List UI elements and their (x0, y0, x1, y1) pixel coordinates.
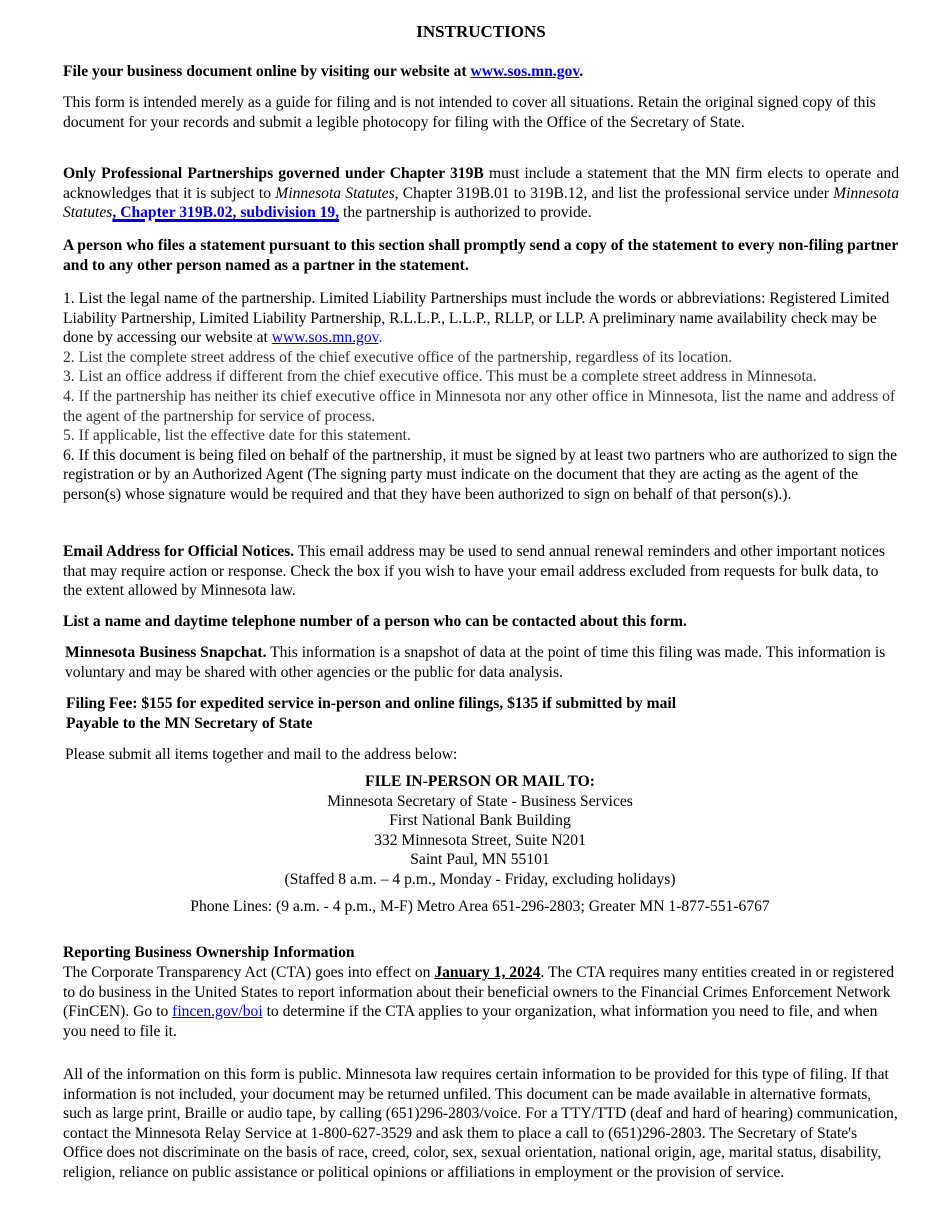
list-item: 5. If applicable, list the effective date for this statement. (63, 427, 411, 445)
contact-line: List a name and daytime telephone number of a person who can be contacted about this form. (63, 613, 687, 630)
instruction-list (63, 289, 899, 505)
email-paragraph: Email Address for Official Notices. This email address may be used to send annual renewal reminders and other important notices that may require action or response. Check the box if you wish to have your email address excluded from requests for bulk data, to the extent allowed by Minnesota law. (63, 543, 885, 600)
list-item: 3. List an office address if different from the chief executive office. This must be a complete street address in Minnesota. (63, 368, 817, 386)
list-item: 2. List the complete street address of the chief executive office of the partnership, regardless of its location. (63, 348, 733, 366)
submit-instruction: Please submit all items together and mail to the address below: (65, 746, 458, 763)
boi-heading: Reporting Business Ownership Information (63, 944, 355, 961)
list-item: 1. List the legal name of the partnership. Limited Liability Partnerships must include the words or abbreviations: Registered Limited Liability Partnership, Limited Liability Partnership, R.L.L.P., L.L.P., RLLP, or LLP. A preliminary name availability check may be done by accessing our website at www.sos.mn.gov. (63, 290, 890, 347)
phone-lines: Phone Lines: (9 a.m. - 4 p.m., M-F) Metro Area 651-296-2803; Greater MN 1-877-551-6767 (190, 898, 770, 915)
snapchat-paragraph: Minnesota Business Snapchat. This information is a snapshot of data at the point of time this filing was made. This information is voluntary and may be shared with other agencies or the public for data analysis. (65, 644, 886, 681)
notice-paragraph: A person who files a statement pursuant to this section shall promptly send a copy of the statement to every non-filing partner and to any other person named as a partner in the statement. (63, 237, 898, 274)
cta-date: January 1, 2024 (434, 964, 541, 981)
list-item: 4. If the partnership has neither its chief executive office in Minnesota nor any other office in Minnesota, list the name and address of the agent of the partnership for service of process. (63, 387, 896, 425)
address-heading: FILE IN-PERSON OR MAIL TO: (365, 773, 595, 790)
chapter-319b-link[interactable]: , Chapter 319B.02, subdivision 19, (112, 204, 340, 222)
page-title: INSTRUCTIONS (416, 22, 546, 41)
public-info-paragraph: All of the information on this form is public. Minnesota law requires certain information to be provided for this type of filing. If that information is not included, your document may be returned unfiled. This document can be made available in alternative formats, such as large print, Braille or audio tape, by calling (651)296-2803/voice. For a TTY/TTD (deaf and hard of hearing) communication, contact the Minnesota Relay Service at 1-800-627-3529 and ask them to place a call to (651)296-2803. The Secretary of State's Office does not discriminate on the basis of race, creed, color, sex, sexual orientation, national origin, age, marital status, disability, religion, reliance on public assistance or political opinions or affiliations in employment or the provision of service. (63, 1066, 898, 1181)
list-item: 6. If this document is being filed on behalf of the partnership, it must be signed by at least two partners who are authorized to sign the registration or by an Authorized Agent (The signing party must indicate on the document that they are acting as the agent of the person(s) whose signature would be required and that they have been authorized to sign on behalf of that person(s).). (63, 446, 898, 503)
fincen-link[interactable]: fincen.gov/boi (172, 1003, 263, 1021)
sos-website-link-2[interactable]: www.sos.mn.gov (271, 329, 379, 347)
guide-paragraph: This form is intended merely as a guide for filing and is not intended to cover all situations. Retain the original signed copy of this document for your records and submit a legible photocopy for filing with the Office of the Secretary of State. (63, 94, 876, 131)
mailing-address: FILE IN-PERSON OR MAIL TO: Minnesota Secretary of State - Business Services First National Bank Building 332 Minnesota Street, Suite N201 Saint Paul, MN 55101 (Staffed 8 a.m. – 4 p.m., Monday - Friday, excluding holidays) (63, 772, 897, 890)
filing-fee: Filing Fee: $155 for expedited service in-person and online filings, $135 if submitted by mail Payable to the MN Secretary of State (66, 695, 677, 732)
boi-paragraph: The Corporate Transparency Act (CTA) goes into effect on January 1, 2024. The CTA requires many entities created in or registered to do business in the United States to report information about their beneficial owners to the Financial Crimes Enforcement Network (FinCEN). Go to fincen.gov/boi to determine if the CTA applies to your organization, what information you need to file, and when you need to file it. (63, 964, 894, 1040)
professional-partnership-paragraph: Only Professional Partnerships governed under Chapter 319B must include a statement that the MN firm elects to operate and acknowledges that it is subject to Minnesota Statutes, Chapter 319B.01 to 319B.12, and list the professional service under Minnesota Statutes, Chapter 319B.02, subdivision 19, the partnership is authorized to provide. (63, 165, 899, 222)
online-filing-line: File your business document online by visiting our website at www.sos.mn.gov. (63, 63, 584, 80)
sos-website-link[interactable]: www.sos.mn.gov (470, 63, 580, 80)
